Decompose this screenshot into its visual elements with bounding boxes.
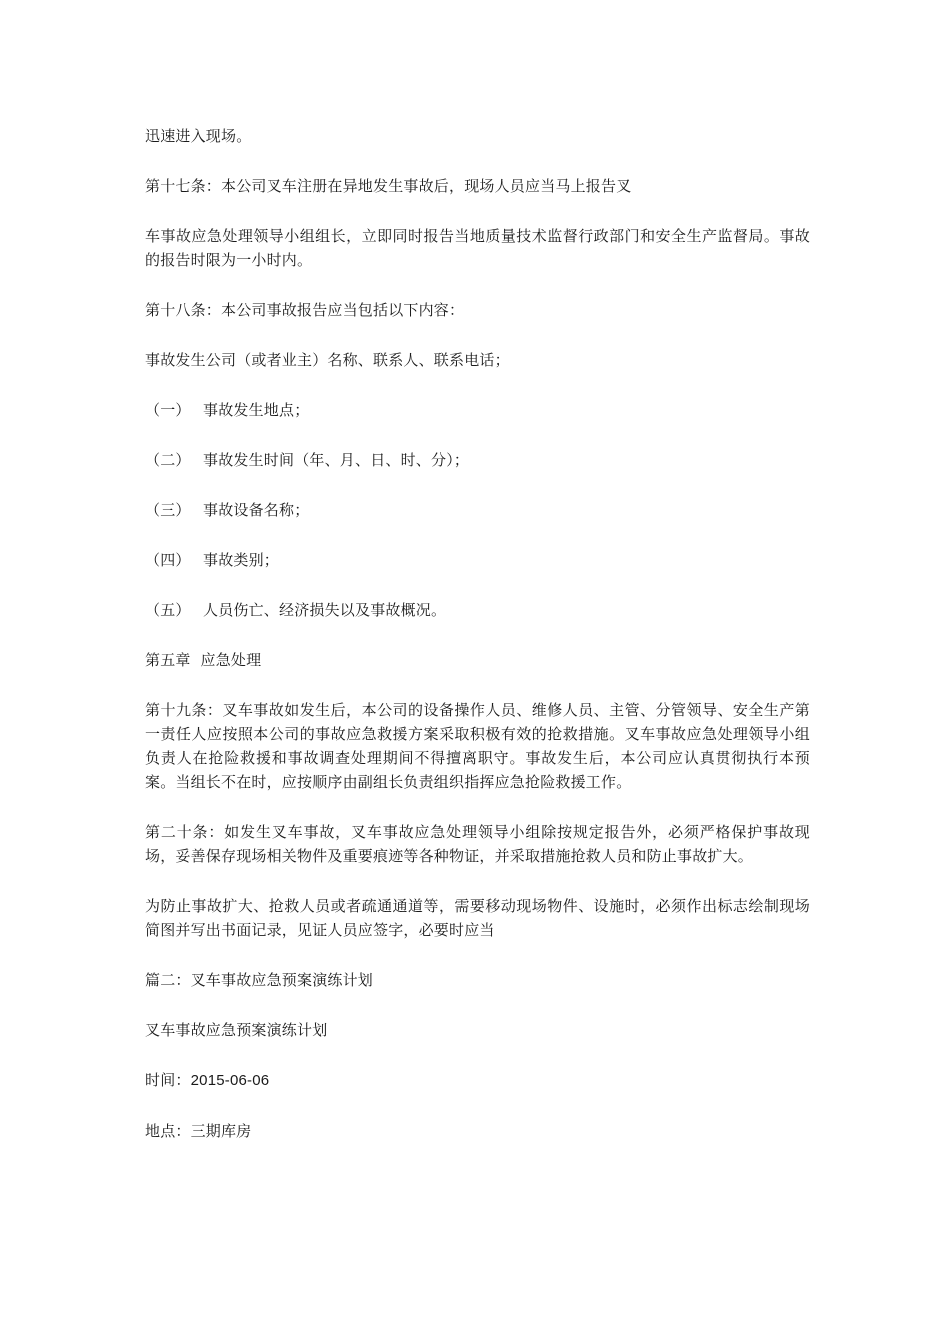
list-item: [145, 548, 810, 572]
place-line: [145, 1119, 810, 1143]
list-text: 人员伤亡、经济损失以及事故概况。: [203, 601, 447, 619]
list-item: [145, 398, 810, 422]
list-item: [145, 448, 810, 472]
paragraph-move-objects: 为防止事故扩大、抢救人员或者疏通通道等，需要移动现场物件、设施时，必须作出标志绘制现场简图并写出书面记录，见证人员应签字，必要时应当: [145, 897, 810, 939]
place-value: 三期库房: [190, 1122, 252, 1140]
chapter-heading: 第五章 应急处理: [145, 651, 262, 669]
time-line: [145, 1068, 810, 1093]
list-marker: （一）: [145, 401, 191, 419]
document-body: [145, 124, 810, 1169]
paragraph-article-18: 第十八条：本公司事故报告应当包括以下内容：: [145, 301, 465, 319]
list-marker: （三）: [145, 501, 191, 519]
paragraph-article-20: 第二十条：如发生叉车事故，叉车事故应急处理领导小组除按规定报告外，必须严格保护事故现场，妥善保存现场相关物件及重要痕迹等各种物证，并采取措施抢救人员和防止事故扩大。: [145, 823, 810, 865]
list-item: [145, 598, 810, 622]
list-text: 事故类别；: [203, 551, 280, 569]
paragraph-report-contents: 事故发生公司（或者业主）名称、联系人、联系电话；: [145, 351, 510, 369]
list-text: 事故发生时间（年、月、日、时、分）；: [203, 451, 470, 469]
list-marker: （五）: [145, 601, 191, 619]
paragraph-arrive-scene: 迅速进入现场。: [145, 127, 252, 145]
paragraph-article-17-cont: 车事故应急处理领导小组组长，立即同时报告当地质量技术监督行政部门和安全生产监督局。事故的报告时限为一小时内。: [145, 227, 810, 269]
time-value: 2015-06-06: [190, 1072, 270, 1089]
section-heading: 篇二：叉车事故应急预案演练计划: [145, 971, 374, 989]
time-label: 时间：: [145, 1071, 191, 1089]
list-marker: （四）: [145, 551, 191, 569]
list-marker: （二）: [145, 451, 191, 469]
list-text: 事故设备名称；: [203, 501, 310, 519]
paragraph-article-19: 第十九条：叉车事故如发生后，本公司的设备操作人员、维修人员、主管、分管领导、安全生产第一责任人应按照本公司的事故应急救援方案采取积极有效的抢救措施。叉车事故应急处理领导小组负责人在抢险救援和事故调查处理期间不得擅离职守。事故发生后，本公司应认真贯彻执行本预案。当组长不在时，应按顺序由副组长负责组织指挥应急抢险救援工作。: [145, 701, 810, 791]
plan-title: 叉车事故应急预案演练计划: [145, 1021, 328, 1039]
list-text: 事故发生地点；: [203, 401, 310, 419]
place-label: 地点：: [145, 1122, 191, 1140]
list-item: [145, 498, 810, 522]
paragraph-article-17: 第十七条：本公司叉车注册在异地发生事故后，现场人员应当马上报告叉: [145, 177, 632, 195]
